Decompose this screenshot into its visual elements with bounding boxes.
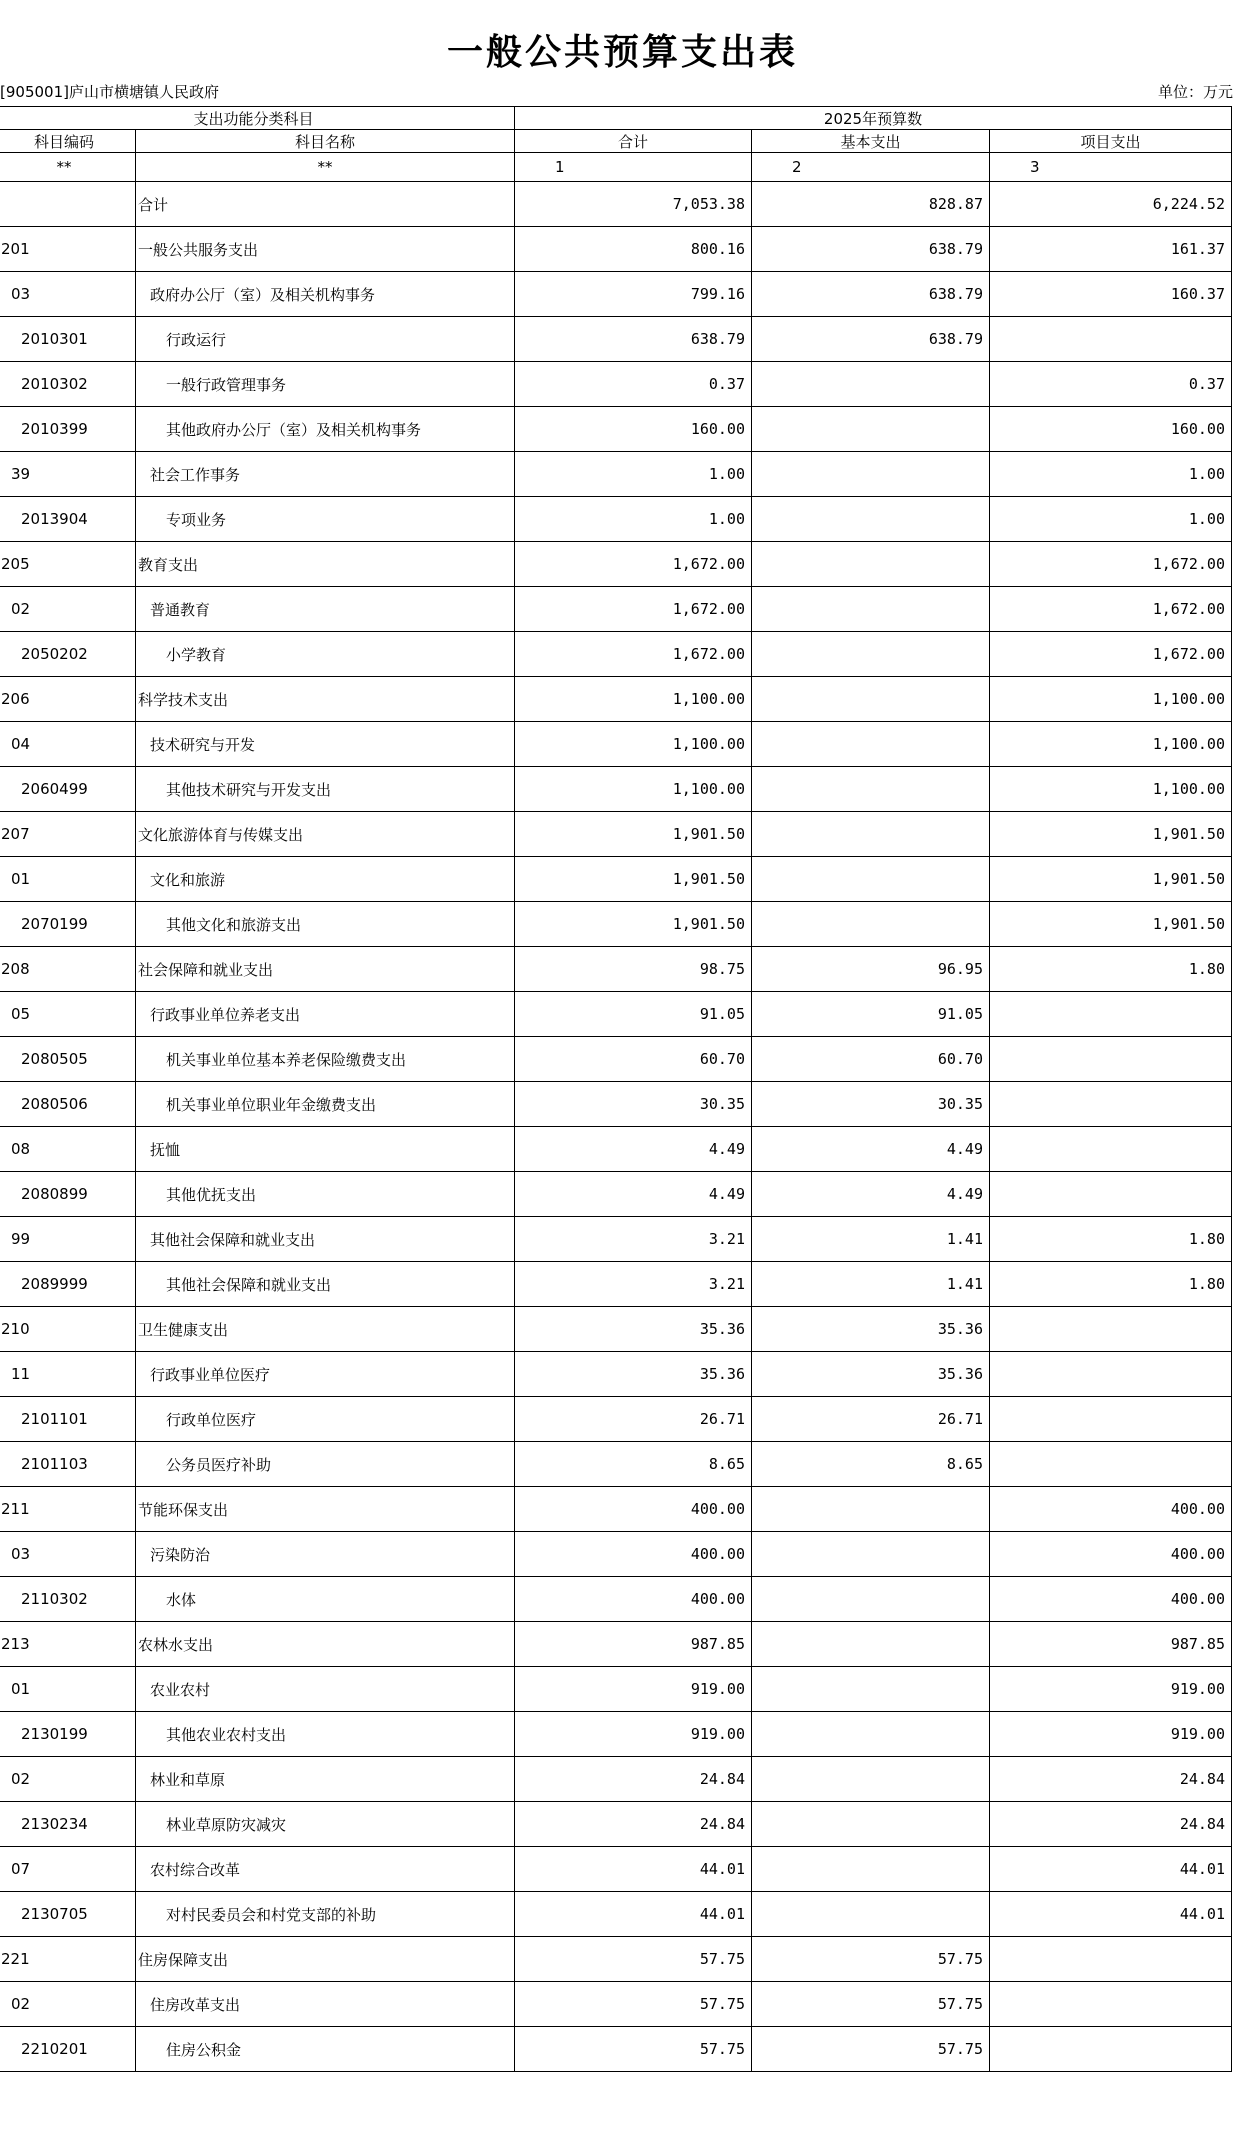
row-code — [0, 182, 136, 227]
row-project: 44.01 — [990, 1847, 1232, 1892]
table-row — [0, 542, 1232, 587]
row-name: 污染防治 — [136, 1532, 515, 1577]
header-row-group — [0, 107, 1232, 130]
row-basic: 35.36 — [752, 1307, 990, 1352]
row-name: 住房保障支出 — [136, 1937, 515, 1982]
row-code: 2110302 — [0, 1577, 136, 1622]
row-total: 400.00 — [515, 1487, 752, 1532]
row-total: 919.00 — [515, 1712, 752, 1757]
table-row — [0, 1352, 1232, 1397]
row-basic — [752, 1757, 990, 1802]
row-name: 林业和草原 — [136, 1757, 515, 1802]
table-row — [0, 1172, 1232, 1217]
row-code: 2210201 — [0, 2027, 136, 2072]
row-basic: 4.49 — [752, 1172, 990, 1217]
row-project — [990, 1352, 1232, 1397]
row-name: 卫生健康支出 — [136, 1307, 515, 1352]
row-name: 其他农业农村支出 — [136, 1712, 515, 1757]
row-total: 26.71 — [515, 1397, 752, 1442]
table-row — [0, 1757, 1232, 1802]
row-basic — [752, 1532, 990, 1577]
row-project: 919.00 — [990, 1667, 1232, 1712]
row-code: 39 — [0, 452, 136, 497]
table-row — [0, 722, 1232, 767]
header-total: 合计 — [515, 130, 752, 153]
row-name: 一般行政管理事务 — [136, 362, 515, 407]
table-row — [0, 947, 1232, 992]
row-code: 11 — [0, 1352, 136, 1397]
row-project — [990, 317, 1232, 362]
table-row — [0, 1622, 1232, 1667]
header-category-group: 支出功能分类科目 — [0, 107, 515, 130]
row-total: 98.75 — [515, 947, 752, 992]
row-name: 行政运行 — [136, 317, 515, 362]
row-project: 1,901.50 — [990, 857, 1232, 902]
page-title: 一般公共预算支出表 — [446, 31, 798, 73]
row-name: 抚恤 — [136, 1127, 515, 1172]
row-name: 科学技术支出 — [136, 677, 515, 722]
header-name: 科目名称 — [136, 130, 515, 153]
table-row — [0, 2027, 1232, 2072]
row-basic — [752, 542, 990, 587]
table-row — [0, 857, 1232, 902]
row-name: 对村民委员会和村党支部的补助 — [136, 1892, 515, 1937]
row-total: 919.00 — [515, 1667, 752, 1712]
row-project — [990, 1127, 1232, 1172]
row-code: 2080505 — [0, 1037, 136, 1082]
row-project: 1.80 — [990, 947, 1232, 992]
header-row-columns — [0, 130, 1232, 153]
row-code: 213 — [0, 1622, 136, 1667]
row-name: 社会保障和就业支出 — [136, 947, 515, 992]
row-name: 行政单位医疗 — [136, 1397, 515, 1442]
row-code: 2010301 — [0, 317, 136, 362]
row-name: 教育支出 — [136, 542, 515, 587]
row-project: 400.00 — [990, 1532, 1232, 1577]
row-code: 99 — [0, 1217, 136, 1262]
table-row — [0, 1037, 1232, 1082]
row-basic — [752, 1667, 990, 1712]
row-name: 其他政府办公厅（室）及相关机构事务 — [136, 407, 515, 452]
row-code: 2101103 — [0, 1442, 136, 1487]
row-total: 24.84 — [515, 1802, 752, 1847]
row-total: 1,901.50 — [515, 902, 752, 947]
row-name: 林业草原防灾减灾 — [136, 1802, 515, 1847]
row-project: 1,672.00 — [990, 542, 1232, 587]
table-row — [0, 1577, 1232, 1622]
row-name: 农村综合改革 — [136, 1847, 515, 1892]
row-project: 1,672.00 — [990, 632, 1232, 677]
row-project: 1.80 — [990, 1217, 1232, 1262]
row-name: 节能环保支出 — [136, 1487, 515, 1532]
row-project: 1,100.00 — [990, 677, 1232, 722]
row-project: 1,901.50 — [990, 902, 1232, 947]
row-project — [990, 1982, 1232, 2027]
header-row-index — [0, 153, 1232, 182]
row-basic — [752, 407, 990, 452]
row-total: 799.16 — [515, 272, 752, 317]
row-name: 合计 — [136, 182, 515, 227]
row-project — [990, 992, 1232, 1037]
row-name: 技术研究与开发 — [136, 722, 515, 767]
unit-name: [905001]庐山市横塘镇人民政府 — [0, 83, 219, 101]
row-total: 1,100.00 — [515, 767, 752, 812]
row-basic: 96.95 — [752, 947, 990, 992]
table-row — [0, 767, 1232, 812]
table-row — [0, 317, 1232, 362]
row-project — [990, 1937, 1232, 1982]
row-total: 57.75 — [515, 1982, 752, 2027]
row-name: 文化和旅游 — [136, 857, 515, 902]
row-code: 221 — [0, 1937, 136, 1982]
row-basic — [752, 587, 990, 632]
row-basic — [752, 857, 990, 902]
row-total: 44.01 — [515, 1892, 752, 1937]
row-basic: 8.65 — [752, 1442, 990, 1487]
row-basic: 828.87 — [752, 182, 990, 227]
table-row — [0, 1082, 1232, 1127]
row-total: 3.21 — [515, 1217, 752, 1262]
row-project: 400.00 — [990, 1487, 1232, 1532]
row-name: 公务员医疗补助 — [136, 1442, 515, 1487]
row-code: 205 — [0, 542, 136, 587]
row-project: 161.37 — [990, 227, 1232, 272]
row-basic — [752, 497, 990, 542]
row-basic: 638.79 — [752, 272, 990, 317]
row-project: 919.00 — [990, 1712, 1232, 1757]
row-total: 1.00 — [515, 452, 752, 497]
row-basic — [752, 812, 990, 857]
row-total: 1,672.00 — [515, 587, 752, 632]
table-row — [0, 992, 1232, 1037]
table-row — [0, 1487, 1232, 1532]
row-name: 文化旅游体育与传媒支出 — [136, 812, 515, 857]
table-row — [0, 1892, 1232, 1937]
row-code: 2013904 — [0, 497, 136, 542]
row-name: 政府办公厅（室）及相关机构事务 — [136, 272, 515, 317]
row-name: 行政事业单位养老支出 — [136, 992, 515, 1037]
row-code: 2101101 — [0, 1397, 136, 1442]
table-row — [0, 1667, 1232, 1712]
row-name: 小学教育 — [136, 632, 515, 677]
table-row — [0, 407, 1232, 452]
header-code: 科目编码 — [0, 130, 136, 153]
index-name: ** — [136, 153, 515, 182]
row-basic: 4.49 — [752, 1127, 990, 1172]
table-row — [0, 497, 1232, 542]
row-total: 1,901.50 — [515, 857, 752, 902]
row-name: 住房改革支出 — [136, 1982, 515, 2027]
row-basic — [752, 632, 990, 677]
row-name: 机关事业单位基本养老保险缴费支出 — [136, 1037, 515, 1082]
row-total: 1,901.50 — [515, 812, 752, 857]
row-code: 04 — [0, 722, 136, 767]
row-total: 57.75 — [515, 1937, 752, 1982]
row-total: 1,100.00 — [515, 722, 752, 767]
row-project: 44.01 — [990, 1892, 1232, 1937]
row-name: 其他优抚支出 — [136, 1172, 515, 1217]
row-total: 987.85 — [515, 1622, 752, 1667]
row-project: 160.37 — [990, 272, 1232, 317]
index-code: ** — [0, 153, 136, 182]
row-code: 08 — [0, 1127, 136, 1172]
row-basic — [752, 1577, 990, 1622]
row-basic — [752, 902, 990, 947]
table-row — [0, 1442, 1232, 1487]
row-basic: 1.41 — [752, 1217, 990, 1262]
row-name: 住房公积金 — [136, 2027, 515, 2072]
row-basic — [752, 1487, 990, 1532]
table-row — [0, 182, 1232, 227]
row-name: 行政事业单位医疗 — [136, 1352, 515, 1397]
row-code: 2130705 — [0, 1892, 136, 1937]
row-project — [990, 1172, 1232, 1217]
row-project: 1,901.50 — [990, 812, 1232, 857]
index-basic: 2 — [752, 153, 990, 182]
row-total: 1.00 — [515, 497, 752, 542]
row-code: 2080899 — [0, 1172, 136, 1217]
row-basic — [752, 677, 990, 722]
row-basic — [752, 1622, 990, 1667]
row-name: 其他文化和旅游支出 — [136, 902, 515, 947]
row-total: 4.49 — [515, 1127, 752, 1172]
row-code: 2010399 — [0, 407, 136, 452]
index-total: 1 — [515, 153, 752, 182]
row-project: 1,100.00 — [990, 722, 1232, 767]
row-basic: 57.75 — [752, 2027, 990, 2072]
row-project: 1.00 — [990, 497, 1232, 542]
row-total: 44.01 — [515, 1847, 752, 1892]
row-total: 400.00 — [515, 1577, 752, 1622]
table-row — [0, 1802, 1232, 1847]
row-total: 1,100.00 — [515, 677, 752, 722]
row-project — [990, 2027, 1232, 2072]
table-row — [0, 812, 1232, 857]
row-project: 1.00 — [990, 452, 1232, 497]
row-project: 0.37 — [990, 362, 1232, 407]
row-project — [990, 1442, 1232, 1487]
row-code: 206 — [0, 677, 136, 722]
row-name: 水体 — [136, 1577, 515, 1622]
table-row — [0, 272, 1232, 317]
table-row — [0, 902, 1232, 947]
row-basic: 35.36 — [752, 1352, 990, 1397]
header-project: 项目支出 — [990, 130, 1232, 153]
budget-table — [0, 106, 1232, 2072]
row-code: 02 — [0, 1982, 136, 2027]
row-total: 0.37 — [515, 362, 752, 407]
row-project — [990, 1397, 1232, 1442]
row-total: 800.16 — [515, 227, 752, 272]
row-code: 02 — [0, 1757, 136, 1802]
row-code: 2080506 — [0, 1082, 136, 1127]
row-basic: 91.05 — [752, 992, 990, 1037]
row-name: 机关事业单位职业年金缴费支出 — [136, 1082, 515, 1127]
row-project — [990, 1037, 1232, 1082]
row-code: 211 — [0, 1487, 136, 1532]
row-total: 400.00 — [515, 1532, 752, 1577]
row-basic — [752, 1847, 990, 1892]
row-basic: 57.75 — [752, 1982, 990, 2027]
row-code: 2070199 — [0, 902, 136, 947]
row-code: 02 — [0, 587, 136, 632]
row-total: 60.70 — [515, 1037, 752, 1082]
table-row — [0, 227, 1232, 272]
table-row — [0, 632, 1232, 677]
row-project: 1.80 — [990, 1262, 1232, 1307]
row-name: 农业农村 — [136, 1667, 515, 1712]
row-name: 其他社会保障和就业支出 — [136, 1217, 515, 1262]
row-project: 160.00 — [990, 407, 1232, 452]
row-basic: 26.71 — [752, 1397, 990, 1442]
table-row — [0, 1127, 1232, 1172]
row-basic: 57.75 — [752, 1937, 990, 1982]
table-row — [0, 1937, 1232, 1982]
row-name: 一般公共服务支出 — [136, 227, 515, 272]
row-code: 2130234 — [0, 1802, 136, 1847]
row-code: 2089999 — [0, 1262, 136, 1307]
row-total: 24.84 — [515, 1757, 752, 1802]
table-row — [0, 1307, 1232, 1352]
row-basic: 638.79 — [752, 317, 990, 362]
row-project: 24.84 — [990, 1757, 1232, 1802]
unit-label: 单位：万元 — [1157, 83, 1233, 101]
row-basic: 30.35 — [752, 1082, 990, 1127]
row-code: 05 — [0, 992, 136, 1037]
row-code: 208 — [0, 947, 136, 992]
row-total: 160.00 — [515, 407, 752, 452]
row-project: 1,672.00 — [990, 587, 1232, 632]
row-total: 91.05 — [515, 992, 752, 1037]
row-name: 普通教育 — [136, 587, 515, 632]
row-name: 其他社会保障和就业支出 — [136, 1262, 515, 1307]
budget-table-body — [0, 107, 1232, 2072]
row-code: 207 — [0, 812, 136, 857]
row-total: 1,672.00 — [515, 542, 752, 587]
row-total: 638.79 — [515, 317, 752, 362]
row-name: 其他技术研究与开发支出 — [136, 767, 515, 812]
header-basic: 基本支出 — [752, 130, 990, 153]
table-row — [0, 1712, 1232, 1757]
row-code: 210 — [0, 1307, 136, 1352]
row-project — [990, 1307, 1232, 1352]
row-basic: 60.70 — [752, 1037, 990, 1082]
row-total: 8.65 — [515, 1442, 752, 1487]
row-basic — [752, 1892, 990, 1937]
row-basic — [752, 452, 990, 497]
table-row — [0, 1982, 1232, 2027]
row-total: 4.49 — [515, 1172, 752, 1217]
table-row — [0, 362, 1232, 407]
row-project: 1,100.00 — [990, 767, 1232, 812]
row-basic — [752, 1712, 990, 1757]
row-total: 57.75 — [515, 2027, 752, 2072]
header-year-group: 2025年预算数 — [515, 107, 1232, 130]
row-project: 6,224.52 — [990, 182, 1232, 227]
table-row — [0, 1532, 1232, 1577]
index-project: 3 — [990, 153, 1232, 182]
row-total: 3.21 — [515, 1262, 752, 1307]
table-row — [0, 587, 1232, 632]
table-row — [0, 1262, 1232, 1307]
row-code: 2050202 — [0, 632, 136, 677]
row-total: 30.35 — [515, 1082, 752, 1127]
row-basic: 638.79 — [752, 227, 990, 272]
row-code: 07 — [0, 1847, 136, 1892]
table-row — [0, 452, 1232, 497]
row-code: 2060499 — [0, 767, 136, 812]
row-total: 35.36 — [515, 1352, 752, 1397]
row-code: 2010302 — [0, 362, 136, 407]
row-name: 农林水支出 — [136, 1622, 515, 1667]
row-project: 400.00 — [990, 1577, 1232, 1622]
row-basic — [752, 1802, 990, 1847]
row-name: 社会工作事务 — [136, 452, 515, 497]
row-basic — [752, 722, 990, 767]
table-row — [0, 1847, 1232, 1892]
table-row — [0, 1397, 1232, 1442]
row-code: 03 — [0, 272, 136, 317]
row-project: 987.85 — [990, 1622, 1232, 1667]
row-total: 7,053.38 — [515, 182, 752, 227]
row-basic — [752, 362, 990, 407]
row-total: 35.36 — [515, 1307, 752, 1352]
row-basic: 1.41 — [752, 1262, 990, 1307]
table-row — [0, 677, 1232, 722]
row-code: 2130199 — [0, 1712, 136, 1757]
row-code: 201 — [0, 227, 136, 272]
row-basic — [752, 767, 990, 812]
row-total: 1,672.00 — [515, 632, 752, 677]
row-code: 01 — [0, 1667, 136, 1712]
table-row — [0, 1217, 1232, 1262]
row-project — [990, 1082, 1232, 1127]
row-name: 专项业务 — [136, 497, 515, 542]
row-project: 24.84 — [990, 1802, 1232, 1847]
row-code: 01 — [0, 857, 136, 902]
row-code: 03 — [0, 1532, 136, 1577]
